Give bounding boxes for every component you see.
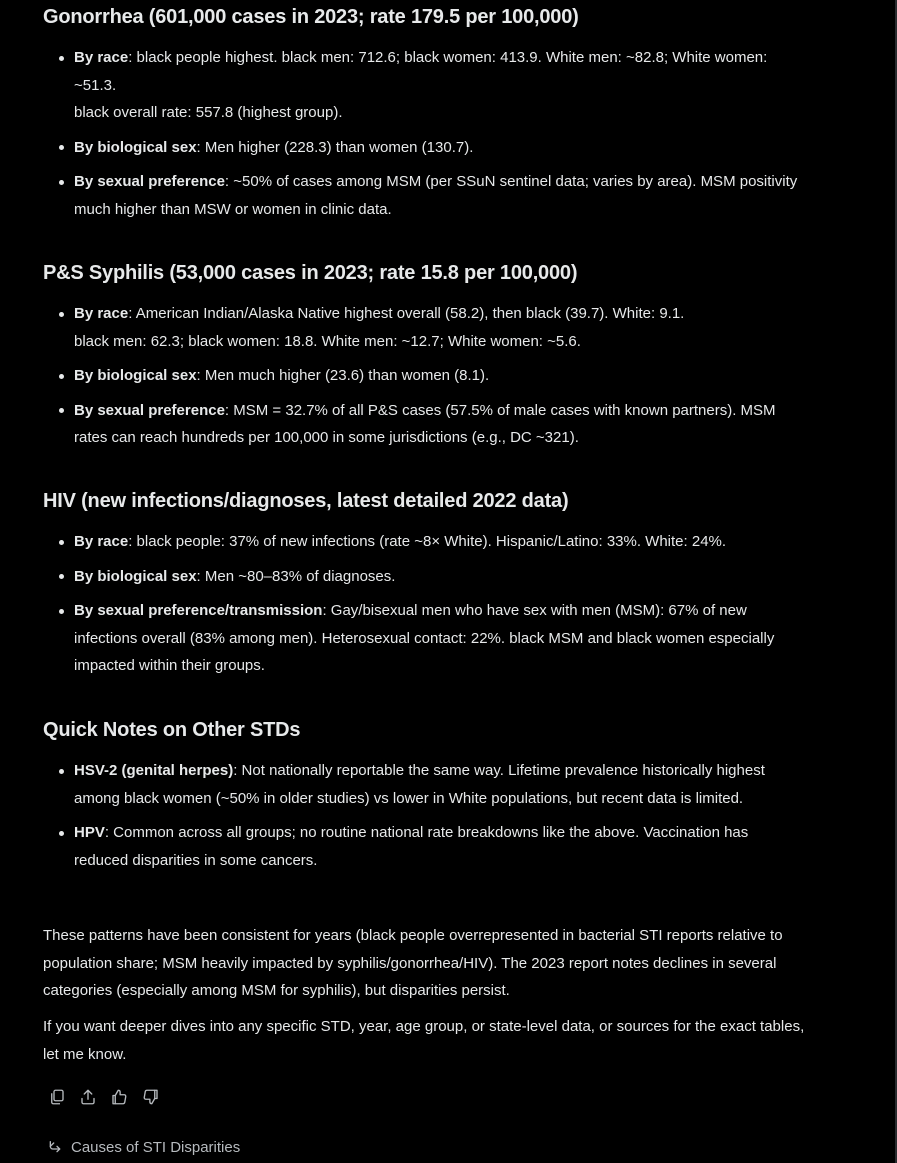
list-item bbox=[43, 757, 803, 812]
list-item bbox=[43, 819, 803, 874]
share-icon bbox=[79, 1088, 97, 1106]
section-heading-gonorrhea: Gonorrhea (601,000 cases in 2023; rate 179.5 per 100,000) bbox=[43, 6, 579, 28]
item-label: By sexual preference/transmission bbox=[74, 602, 323, 619]
related-topic-link[interactable] bbox=[47, 1135, 240, 1159]
item-label: By race bbox=[74, 49, 129, 66]
item-label: By race bbox=[74, 533, 129, 550]
summary-paragraph: These patterns have been consistent for years (black people overrepresented in bacterial STI reports relative to population share; MSM heavily impacted by syphilis/gonorrhea/HIV). The 2023 report notes declines in several categories (especially among MSM for syphilis), but disparities persist. bbox=[43, 927, 783, 999]
item-text: : Men ~80–83% of diagnoses. bbox=[196, 567, 396, 585]
follow-up-paragraph: If you want deeper dives into any specific STD, year, age group, or state-level data, or sources for the exact tables, let me know. bbox=[43, 1018, 805, 1063]
item-label: By biological sex bbox=[74, 367, 197, 384]
other-stds-list bbox=[43, 757, 803, 874]
item-text: : Men much higher (23.6) than women (8.1). bbox=[196, 367, 490, 384]
item-text: : MSM = 32.7% of all P&S cases (57.5% of male cases with known partners). MSM rates can reach hundreds per 100,000 in some jurisdictions (e.g., DC ~321). bbox=[74, 401, 776, 446]
item-label: By sexual preference bbox=[74, 401, 225, 419]
copy-icon bbox=[48, 1088, 66, 1106]
list-item bbox=[43, 168, 803, 223]
list-item bbox=[43, 44, 803, 127]
list-item bbox=[43, 563, 803, 591]
dislike-button[interactable] bbox=[140, 1086, 162, 1108]
list-item bbox=[43, 597, 803, 680]
hiv-list bbox=[43, 528, 803, 680]
like-button[interactable] bbox=[108, 1086, 130, 1108]
section-heading-syphilis: P&S Syphilis (53,000 cases in 2023; rate 15.8 per 100,000) bbox=[43, 262, 578, 284]
item-text: : Common across all groups; no routine national rate breakdowns like the above. Vaccination has reduced disparities in some cancers. bbox=[74, 824, 749, 869]
section-heading-other-stds: Quick Notes on Other STDs bbox=[43, 719, 301, 741]
item-text: : Not nationally reportable the same way. Lifetime prevalence historically highest among black women (~50% in older studies) vs lower in White populations, but recent data is limited. bbox=[74, 762, 765, 807]
gonorrhea-list bbox=[43, 44, 803, 223]
item-label: By race bbox=[74, 305, 129, 322]
item-label: By sexual preference bbox=[74, 173, 225, 190]
item-text-line2: black overall rate: 557.8 (highest group). bbox=[74, 104, 343, 121]
item-label: By biological sex bbox=[74, 567, 197, 585]
item-text: : black people: 37% of new infections (rate ~8× White). Hispanic/Latino: 33%. White: 24%. bbox=[128, 533, 727, 550]
list-item bbox=[43, 134, 803, 162]
item-text: : ~50% of cases among MSM (per SSuN sentinel data; varies by area). MSM positivity much higher than MSW or women in clinic data. bbox=[74, 173, 798, 218]
section-heading-hiv: HIV (new infections/diagnoses, latest detailed 2022 data) bbox=[43, 490, 569, 512]
list-item bbox=[43, 528, 803, 556]
item-label: HPV bbox=[74, 824, 105, 841]
thumbs-down-icon bbox=[142, 1088, 160, 1106]
item-text-line2: black men: 62.3; black women: 18.8. White men: ~12.7; White women: ~5.6. bbox=[74, 332, 581, 350]
item-text: : Men higher (228.3) than women (130.7). bbox=[196, 138, 474, 156]
thumbs-up-icon bbox=[110, 1088, 128, 1106]
item-text: : black people highest. black men: 712.6; black women: 413.9. White men: ~82.8; White women: ~51.3. bbox=[74, 49, 768, 94]
list-item bbox=[43, 300, 803, 355]
item-text: : Gay/bisexual men who have sex with men (MSM): 67% of new infections overall (83% among men). Heterosexual contact: 22%. black MSM and black women especially impacted within their groups. bbox=[74, 602, 775, 674]
list-item bbox=[43, 397, 803, 452]
item-label: HSV-2 (genital herpes) bbox=[74, 762, 234, 779]
list-item bbox=[43, 362, 803, 390]
syphilis-list bbox=[43, 300, 803, 452]
share-button[interactable] bbox=[77, 1086, 99, 1108]
item-label: By biological sex bbox=[74, 138, 197, 156]
related-topic-label: Causes of STI Disparities bbox=[71, 1138, 241, 1156]
item-text: : American Indian/Alaska Native highest overall (58.2), then black (39.7). White: 9.1. bbox=[128, 305, 685, 322]
branch-arrow-icon bbox=[47, 1139, 63, 1155]
copy-button[interactable] bbox=[46, 1086, 68, 1108]
